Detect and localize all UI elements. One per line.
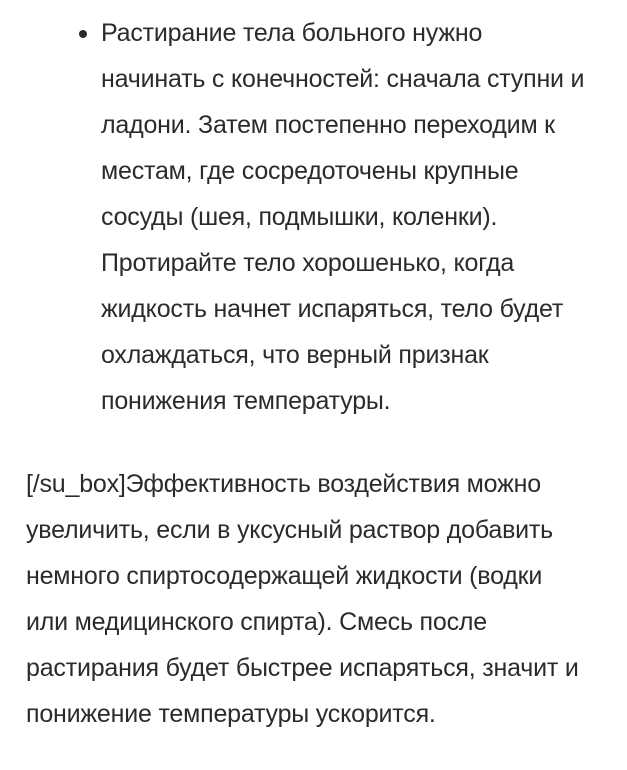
paragraph-text-line: или медицинского спирта). Смесь после xyxy=(26,608,487,636)
paragraph-text-line: увеличить, если в уксусный раствор добавить xyxy=(26,516,554,544)
bullet-text-line: понижения температуры. xyxy=(101,387,391,415)
body-paragraph xyxy=(26,461,626,737)
paragraph-text-line: [/su_box]Эффективность воздействия можно xyxy=(26,470,541,498)
bullet-dot-icon xyxy=(79,30,87,38)
paragraph-text-line: немного спиртосодержащей жидкости (водки xyxy=(26,562,543,590)
bullet-list xyxy=(0,10,627,424)
bullet-text-line: начинать с конечностей: сначала ступни и xyxy=(101,65,585,93)
bullet-text-line: местам, где сосредоточены крупные xyxy=(101,157,519,185)
paragraph-text-line: понижение температуры ускорится. xyxy=(26,700,436,728)
paragraph-text-line: растирания будет быстрее испаряться, значит и xyxy=(26,654,579,682)
bullet-text-line: охлаждаться, что верный признак xyxy=(101,341,489,369)
bullet-text-line: Протирайте тело хорошенько, когда xyxy=(101,249,515,277)
bullet-text-line: сосуды (шея, подмышки, коленки). xyxy=(101,203,498,231)
list-item xyxy=(0,10,627,424)
bullet-text-line: ладони. Затем постепенно переходим к xyxy=(101,111,555,139)
bullet-text-line: Растирание тела больного нужно xyxy=(101,19,483,47)
bullet-text-line: жидкость начнет испаряться, тело будет xyxy=(101,295,564,323)
